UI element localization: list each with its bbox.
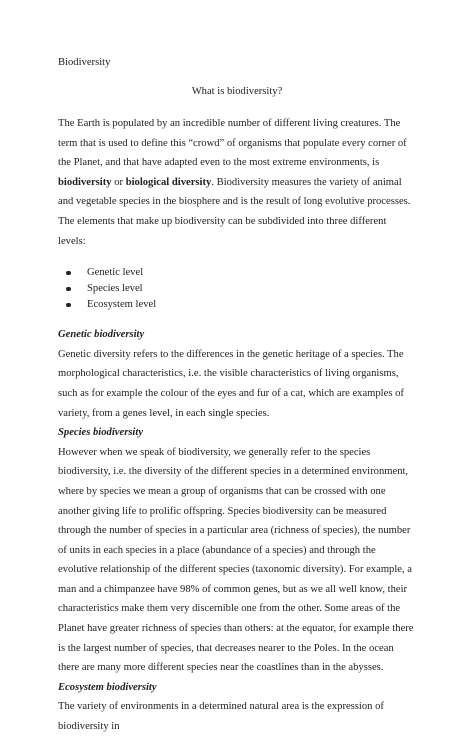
intro-paragraph [58, 114, 416, 251]
document-subtitle: What is biodiversity? [191, 86, 283, 97]
bullet-icon [66, 287, 71, 292]
levels-list [58, 265, 416, 313]
intro-text-part1: The Earth is populated by an incredible number of different living creatures. The term that is used to define this “crowd” of organisms that populate every corner of the Planet, and that have adapted even to the most extreme environments, is [58, 118, 407, 169]
list-item [58, 281, 416, 297]
bullet-icon [66, 271, 71, 276]
level-label: Ecosystem level [87, 299, 157, 311]
term-biological-diversity: biological diversity [125, 176, 212, 188]
intro-connector: or [111, 176, 126, 188]
list-item [58, 297, 416, 313]
section-body-species: However when we speak of biodiversity, we generally refer to the species biodiversity, i.e. the diversity of the different species in a determined environment, where by species we mean a group of organisms that can be crossed with one another giving life to prolific offspring. Species biodiversity can be measured through the number of species in a particular area (richness of species), the number of units in each species in a place (abundance of a species) and through the evolutive relationship of the different species (taxonomic diversity). For example, a man and a chimpanzee have 98% of common genes, but as we all well know, their characteristics make them very discernible one from the other. Some areas of the Planet have greater richness of species than others: at the equator, for example there is the largest number of species, that decreases nearer to the Poles. In the ocean there are many more different species near the coastlines than in the abysses. [58, 446, 414, 674]
document-title: Biodiversity [58, 57, 111, 68]
section-heading-species: Species biodiversity [58, 427, 144, 439]
bullet-icon [66, 303, 71, 308]
level-label: Species level [87, 283, 143, 295]
section-heading-ecosystem: Ecosystem biodiversity [58, 681, 157, 693]
section-heading-genetic: Genetic biodiversity [58, 329, 145, 341]
level-label: Genetic level [87, 267, 144, 279]
list-item [58, 265, 416, 281]
intro-text-part2: . Biodiversity measures the variety of animal and vegetable species in the biosphere and is the result of long evolutive processes. The elements that make up biodiversity can be subdivided into three different levels: [58, 176, 411, 247]
section-body-genetic: Genetic diversity refers to the differences in the genetic heritage of a species. The morphological characteristics, i.e. the visible characteristics of living organisms, such as for example the colour of the eyes and fur of a cat, which are examples of variety, from a genes level, in each single species. [58, 348, 404, 419]
section-body-ecosystem: The variety of environments in a determined natural area is the expression of biodiversity in [58, 701, 384, 733]
term-biodiversity: biodiversity [58, 176, 112, 188]
